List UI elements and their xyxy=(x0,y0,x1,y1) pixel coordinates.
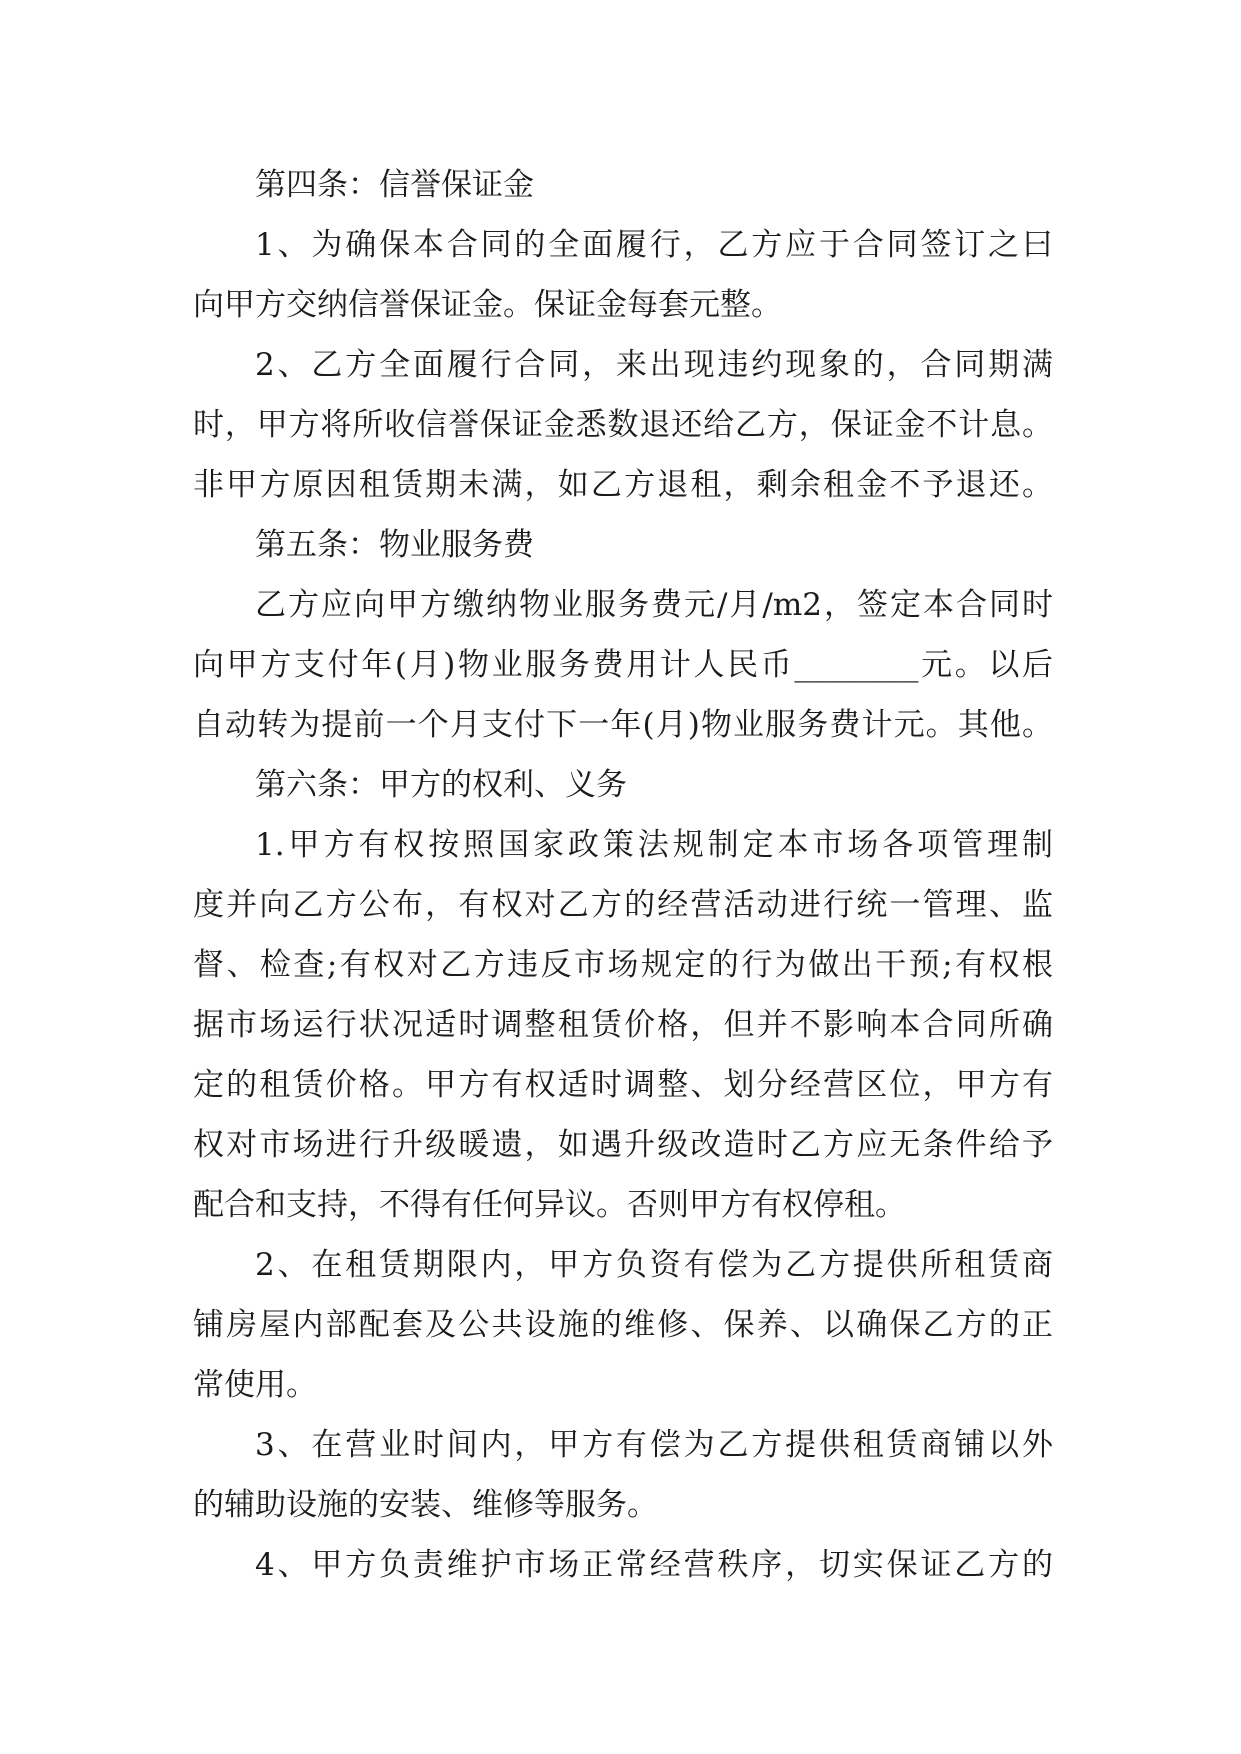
article-4-clause-2-line-3: 非甲方原因租赁期未满，如乙方退租，剩余租金不予退还。 xyxy=(193,467,1053,503)
article-5-paragraph-line-1: 乙方应向甲方缴纳物业服务费元/月/m2，签定本合同时 xyxy=(255,587,1053,623)
article-6-clause-2-line-1: 2、在租赁期限内，甲方负资有偿为乙方提供所租赁商 xyxy=(255,1247,1053,1283)
article-6-clause-3-line-1: 3、在营业时间内，甲方有偿为乙方提供租赁商铺以外 xyxy=(255,1427,1053,1463)
article-6-clause-1-line-3: 督、检查;有权对乙方违反市场规定的行为做出干预;有权根 xyxy=(193,947,1053,983)
article-4-clause-1-line-2: 向甲方交纳信誉保证金。保证金每套元整。 xyxy=(193,287,782,323)
article-5-heading: 第五条：物业服务费 xyxy=(255,527,534,563)
article-6-clause-1-line-2: 度并向乙方公布，有权对乙方的经营活动进行统一管理、监 xyxy=(193,887,1053,923)
article-6-clause-4-line-1: 4、甲方负责维护市场正常经营秩序，切实保证乙方的 xyxy=(255,1547,1053,1583)
article-6-heading: 第六条：甲方的权利、义务 xyxy=(255,767,627,803)
article-4-clause-2-line-2: 时，甲方将所收信誉保证金悉数退还给乙方，保证金不计息。 xyxy=(193,407,1053,443)
article-6-clause-1-line-4: 据市场运行状况适时调整租赁价格，但并不影响本合同所确 xyxy=(193,1007,1053,1043)
article-6-clause-1-line-7: 配合和支持，不得有任何异议。否则甲方有权停租。 xyxy=(193,1187,906,1223)
article-6-clause-2-line-3: 常使用。 xyxy=(193,1367,317,1403)
article-6-clause-3-line-2: 的辅助设施的安装、维修等服务。 xyxy=(193,1487,658,1523)
article-4-heading: 第四条：信誉保证金 xyxy=(255,167,534,203)
article-4-clause-2-line-1: 2、乙方全面履行合同，来出现违约现象的，合同期满 xyxy=(255,347,1053,383)
article-5-paragraph-line-3: 自动转为提前一个月支付下一年(月)物业服务费计元。其他。 xyxy=(193,707,1053,743)
article-6-clause-1-line-1: 1.甲方有权按照国家政策法规制定本市场各项管理制 xyxy=(255,827,1053,863)
article-6-clause-1-line-6: 权对市场进行升级暖遗，如遇升级改造时乙方应无条件给予 xyxy=(193,1127,1053,1163)
article-4-clause-1-line-1: 1、为确保本合同的全面履行，乙方应于合同签订之曰 xyxy=(255,227,1053,263)
article-5-paragraph-line-2: 向甲方支付年(月)物业服务费用计人民币________元。以后 xyxy=(193,647,1053,683)
article-6-clause-2-line-2: 铺房屋内部配套及公共设施的维修、保养、以确保乙方的正 xyxy=(193,1307,1053,1343)
article-6-clause-1-line-5: 定的租赁价格。甲方有权适时调整、划分经营区位，甲方有 xyxy=(193,1067,1053,1103)
